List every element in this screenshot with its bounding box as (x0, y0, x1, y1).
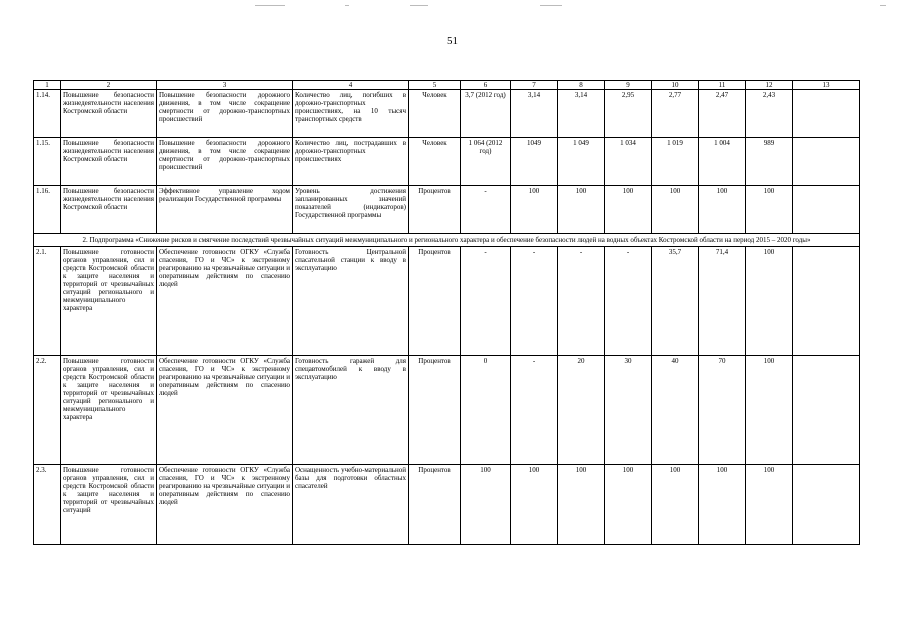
row-number: 1.15. (34, 138, 61, 186)
table-row (34, 247, 860, 356)
task-cell: Повышение безопасности жизнедеятельности населения Костромской области (61, 138, 157, 186)
indicator-cell: Оснащенность учебно-материальной базы для подготовки областных спасателей (293, 465, 409, 545)
value-cell: - (558, 247, 605, 356)
value-cell: 2,47 (699, 90, 746, 138)
col-num: 9 (605, 81, 652, 90)
col-num: 1 (34, 81, 61, 90)
col-num: 3 (157, 81, 293, 90)
col-num: 2 (61, 81, 157, 90)
value-cell: 100 (605, 186, 652, 234)
value-cell: 2,95 (605, 90, 652, 138)
value-cell: 1 004 (699, 138, 746, 186)
value-cell: 30 (605, 356, 652, 465)
value-cell: 40 (652, 356, 699, 465)
table-row (34, 465, 860, 545)
col-num: 12 (746, 81, 793, 90)
col-num: 5 (409, 81, 461, 90)
col-num: 7 (511, 81, 558, 90)
col-num: 8 (558, 81, 605, 90)
value-cell: 2,77 (652, 90, 699, 138)
value-cell: 100 (746, 465, 793, 545)
value-cell: 1 049 (558, 138, 605, 186)
row-number: 2.3. (34, 465, 61, 545)
value-cell: 35,7 (652, 247, 699, 356)
task-cell: Повышение готовности органов управления, сил и средств Костромской области к защите населения и территорий от чрезвычайных ситуаций регионального и межмуниципального характера (61, 247, 157, 356)
table-row (34, 90, 860, 138)
event-cell: Обеспечение готовности ОГКУ «Служба спасения, ГО и ЧС» к экстренному реагированию на чрезвычайные ситуации и оперативным действиям по спасению людей (157, 465, 293, 545)
value-cell: 100 (746, 186, 793, 234)
task-cell: Повышение готовности органов управления, сил и средств Костромской области к защите населения и территорий от чрезвычайных ситуаций (61, 465, 157, 545)
column-numbers-row (34, 81, 860, 90)
value-cell: 100 (652, 186, 699, 234)
value-cell: 1 019 (652, 138, 699, 186)
value-cell: - (461, 247, 511, 356)
value-cell: 100 (746, 356, 793, 465)
value-cell: 100 (746, 247, 793, 356)
table-row (34, 356, 860, 465)
indicators-table (33, 80, 860, 545)
value-cell: - (461, 186, 511, 234)
table-row (34, 138, 860, 186)
row-number: 1.16. (34, 186, 61, 234)
value-cell: 3,14 (511, 90, 558, 138)
row-number: 1.14. (34, 90, 61, 138)
value-cell: 1049 (511, 138, 558, 186)
unit-cell: Процентов (409, 247, 461, 356)
value-cell: 2,43 (746, 90, 793, 138)
value-cell (793, 138, 860, 186)
unit-cell: Человек (409, 138, 461, 186)
value-cell: - (605, 247, 652, 356)
value-cell: 100 (652, 465, 699, 545)
col-num: 4 (293, 81, 409, 90)
value-cell: - (511, 356, 558, 465)
value-cell: 70 (699, 356, 746, 465)
value-cell (793, 186, 860, 234)
col-num: 6 (461, 81, 511, 90)
value-cell: - (511, 247, 558, 356)
value-cell: 3,7 (2012 год) (461, 90, 511, 138)
unit-cell: Процентов (409, 186, 461, 234)
value-cell (793, 465, 860, 545)
event-cell: Обеспечение готовности ОГКУ «Служба спасения, ГО и ЧС» к экстренному реагированию на чрезвычайные ситуации и оперативным действиям по спасению людей (157, 247, 293, 356)
indicator-cell: Количество лиц, пострадавших в дорожно-транспортных происшествиях (293, 138, 409, 186)
value-cell: 71,4 (699, 247, 746, 356)
value-cell: 100 (699, 465, 746, 545)
value-cell: 0 (461, 356, 511, 465)
section-title: 2. Подпрограмма «Снижение рисков и смягчение последствий чрезвычайных ситуаций межмуниципального и регионального характера и обеспечение безопасности людей на водных объектах Костромской области на период 2015 – 2020 годы» (34, 234, 860, 247)
value-cell: 100 (511, 465, 558, 545)
value-cell: 100 (699, 186, 746, 234)
value-cell: 100 (461, 465, 511, 545)
task-cell: Повышение безопасности жизнедеятельности населения Костромской области (61, 186, 157, 234)
value-cell (793, 356, 860, 465)
task-cell: Повышение безопасности жизнедеятельности населения Костромской области (61, 90, 157, 138)
value-cell: 20 (558, 356, 605, 465)
value-cell: 100 (511, 186, 558, 234)
value-cell: 1 034 (605, 138, 652, 186)
event-cell: Повышение безопасности дорожного движения, в том числе сокращение смертности от дорожно-транспортных происшествий (157, 90, 293, 138)
page-number: 51 (447, 35, 458, 47)
event-cell: Обеспечение готовности ОГКУ «Служба спасения, ГО и ЧС» к экстренному реагированию на чрезвычайные ситуации и оперативным действиям по спасению людей (157, 356, 293, 465)
col-num: 10 (652, 81, 699, 90)
event-cell: Эффективное управление ходом реализации Государственной программы (157, 186, 293, 234)
unit-cell: Процентов (409, 356, 461, 465)
value-cell: 100 (558, 465, 605, 545)
table-row (34, 186, 860, 234)
value-cell: 3,14 (558, 90, 605, 138)
indicator-cell: Готовность Центральной спасательной станции к вводу в эксплуатацию (293, 247, 409, 356)
col-num: 13 (793, 81, 860, 90)
row-number: 2.1. (34, 247, 61, 356)
section-header-row (34, 234, 860, 247)
task-cell: Повышение готовности органов управления, сил и средств Костромской области к защите населения и территорий от чрезвычайных ситуаций регионального и межмуниципального характера (61, 356, 157, 465)
indicator-cell: Количество лиц, погибших в дорожно-транспортных происшествиях, на 10 тысяч транспортных средств (293, 90, 409, 138)
col-num: 11 (699, 81, 746, 90)
indicator-cell: Готовность гаражей для спецавтомобилей к вводу в эксплуатацию (293, 356, 409, 465)
unit-cell: Человек (409, 90, 461, 138)
indicator-cell: Уровень достижения запланированных значений показателей (индикаторов) Государственной программы (293, 186, 409, 234)
scan-edge-marks (0, 2, 905, 8)
value-cell: 1 064 (2012 год) (461, 138, 511, 186)
value-cell (793, 247, 860, 356)
value-cell (793, 90, 860, 138)
value-cell: 100 (558, 186, 605, 234)
value-cell: 989 (746, 138, 793, 186)
row-number: 2.2. (34, 356, 61, 465)
value-cell: 100 (605, 465, 652, 545)
unit-cell: Процентов (409, 465, 461, 545)
event-cell: Повышение безопасности дорожного движения, в том числе сокращение смертности от дорожно-транспортных происшествий (157, 138, 293, 186)
